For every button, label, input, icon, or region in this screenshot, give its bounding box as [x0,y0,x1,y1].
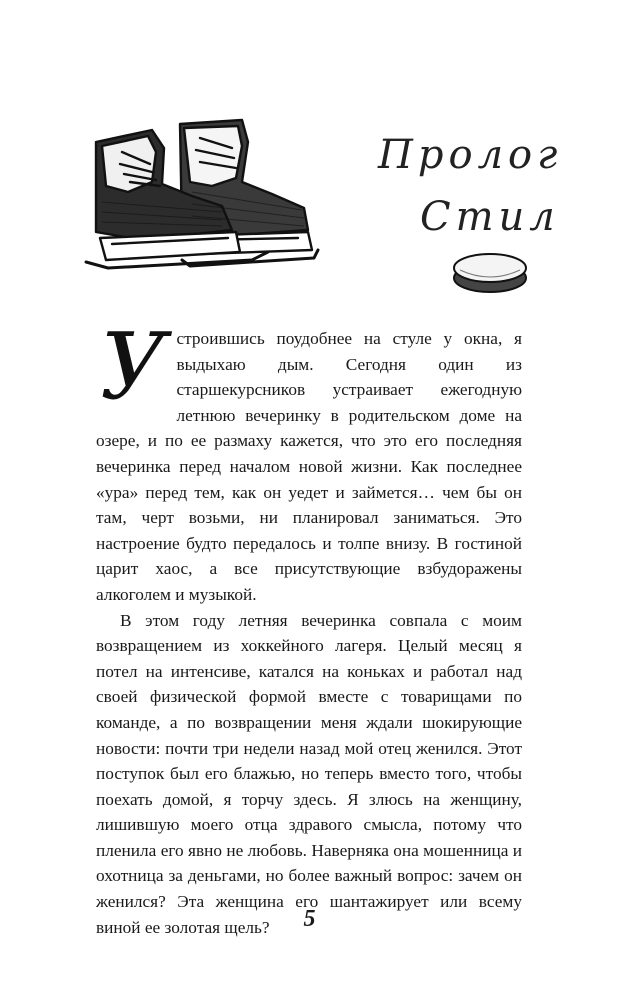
drop-cap: У [100,313,167,420]
paragraph-2: В этом году летняя вечеринка совпала с моим возвращением из хоккейного лагеря. Целый месяц я потел на интенсиве, катался на коньках и работал над своей физической формой вместе с товарищами по команде, а по возвращении меня ждали шокирующие новости: почти три недели назад мой отец женился. Этот поступок был его блажью, но теперь вместо того, чтобы поехать домой, я торчу здесь. Я злюсь на женщину, лишившую моего отца здравого смысла, потому что пленила его явно не любовь. Наверняка она мошенница и охотница за деньгами, но более важный вопрос: зачем он женился? Эта женщина его шантажирует или всему виной ее золотая щель? [96,610,522,937]
chapter-title: Пролог [378,132,563,178]
paragraph-1 [96,313,522,608]
paragraph-1-text: строившись поудобнее на стуле у окна, я выдыхаю дым. Сегодня один из старшекурсников устраивает ежегодную летнюю вечеринку в родительском доме на озере, и по ее размаху кажется, что это его последняя вечеринка перед началом новой жизни. Как последнее «ура» перед тем, как он уедет и займется… чем бы он там, черт возьми, ни планировал заниматься. Это настроение будто передалось и толпе внизу. В гостиной царит хаос, а все присутствующие взбудоражены алкоголем и музыкой. [96,329,522,604]
body-text [96,313,522,940]
hockey-puck-icon [450,248,530,298]
page-number: 5 [303,906,316,932]
ice-skates-icon [72,112,320,282]
chapter-heading [378,124,588,248]
chapter-subtitle: Стил [420,194,560,240]
